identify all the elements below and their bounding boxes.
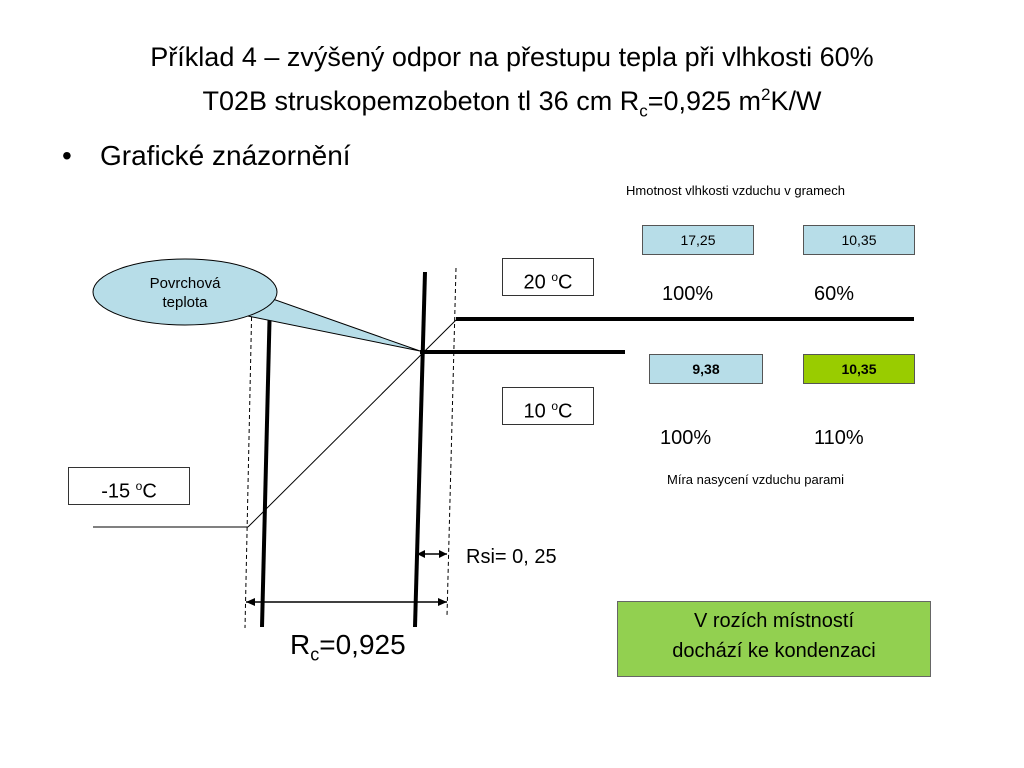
temp-10-unit: C — [558, 400, 573, 423]
temp-20-degree: o — [551, 270, 559, 284]
wall-outer-edge — [262, 300, 270, 627]
top-right-value-box: 10,35 — [803, 225, 915, 255]
bottom-right-percent: 110% — [814, 427, 864, 449]
title-subscript: c — [639, 101, 648, 121]
top-right-percent: 60% — [814, 283, 855, 305]
rc-label — [290, 629, 406, 666]
top-left-percent: 100% — [662, 283, 714, 305]
callout-line-1: Povrchová — [149, 275, 221, 292]
temp-minus-15-value: -15 — [101, 480, 136, 503]
rc-label-subscript: c — [310, 644, 320, 665]
temp-10-value: 10 — [523, 400, 552, 423]
rc-label-prefix: R — [290, 629, 311, 660]
rsi-arrowhead-right — [439, 550, 447, 558]
conclusion-box — [617, 601, 931, 677]
temp-10-box — [502, 387, 594, 425]
title-line-2-prefix: T02B struskopemzobeton tl 36 cm R — [202, 86, 640, 116]
title-line-2-mid: =0,925 m — [647, 86, 762, 116]
moisture-header: Hmotnost vlhkosti vzduchu v gramech — [626, 183, 845, 198]
temp-20-box — [502, 258, 594, 296]
conclusion-line-1: V rozích místností — [693, 610, 855, 632]
top-left-value-box: 17,25 — [642, 225, 754, 255]
rc-arrowhead-left — [246, 598, 255, 606]
rc-label-suffix: =0,925 — [319, 629, 406, 660]
title-line-2-suffix: K/W — [770, 86, 822, 116]
rc-arrowhead-right — [438, 598, 447, 606]
bottom-right-value-box: 10,35 — [803, 354, 915, 384]
bullet-dot: • — [62, 140, 72, 171]
rsi-label: Rsi= 0, 25 — [466, 546, 557, 568]
bottom-left-percent: 100% — [660, 427, 712, 449]
bullet-text: Grafické znázornění — [100, 140, 351, 171]
conclusion-line-2: dochází ke kondenzaci — [672, 640, 876, 662]
temp-minus-15-degree: o — [135, 479, 143, 493]
title-line-1: Příklad 4 – zvýšený odpor na přestupu tepla při vlhkosti 60% — [150, 42, 874, 72]
callout-line-2: teplota — [162, 294, 208, 311]
temp-20-value: 20 — [523, 271, 552, 294]
temp-minus-15-box — [68, 467, 190, 505]
wall-inner-edge — [415, 272, 425, 627]
temp-10-degree: o — [551, 399, 559, 413]
callout-label — [110, 274, 260, 312]
dashed-inner-line — [447, 268, 456, 616]
saturation-label: Míra nasycení vzduchu parami — [667, 472, 845, 487]
bottom-left-value-box: 9,38 — [649, 354, 763, 384]
temp-20-unit: C — [558, 271, 573, 294]
title-superscript: 2 — [761, 85, 771, 104]
temp-minus-15-unit: C — [142, 480, 157, 503]
dashed-outer-line — [245, 296, 252, 628]
